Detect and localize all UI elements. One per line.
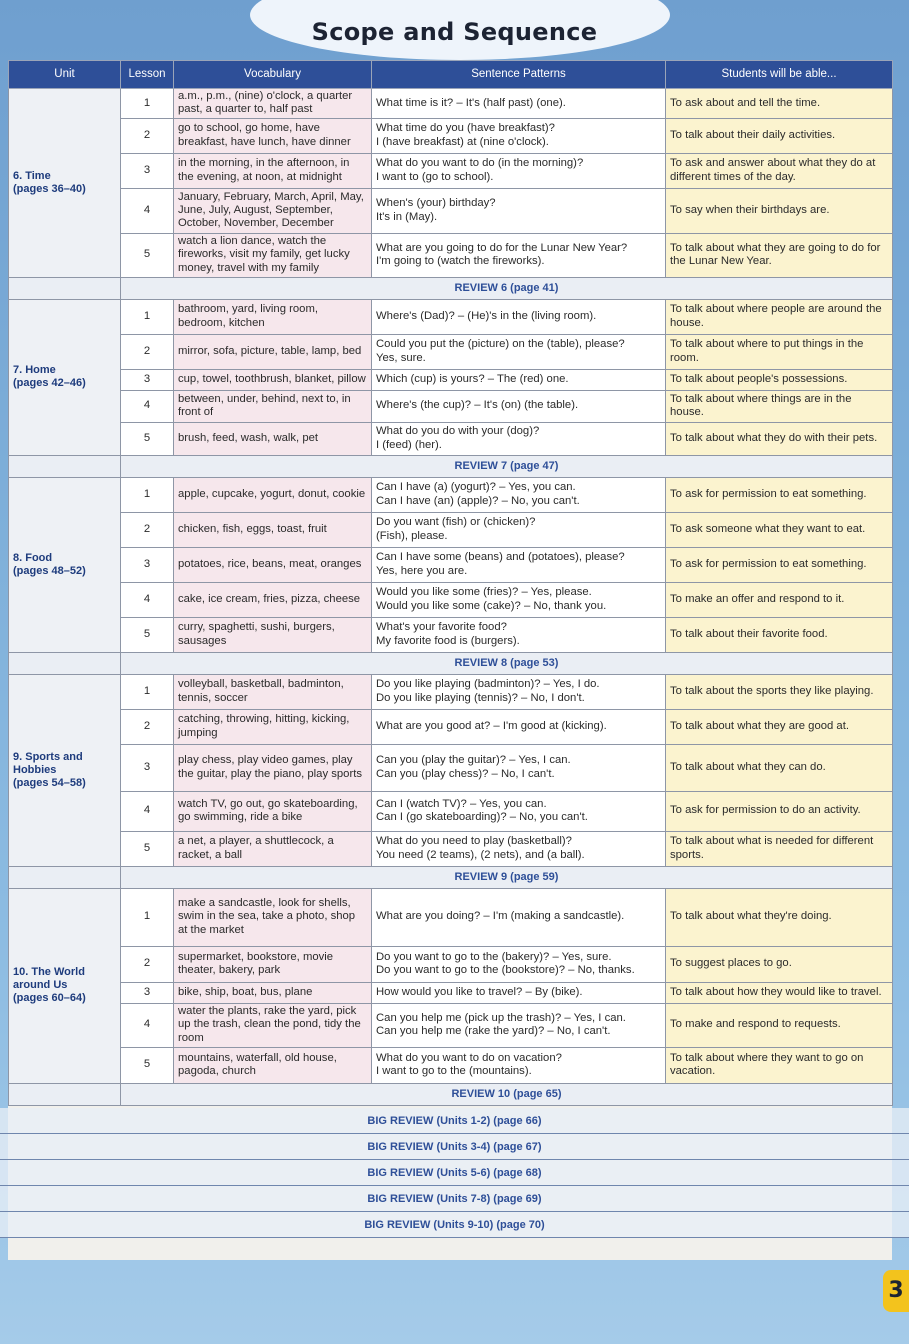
- sentence-pattern-cell: What time do you (have breakfast)? I (have breakfast) at (nine o'clock).: [372, 118, 666, 153]
- header-lesson: Lesson: [121, 61, 174, 89]
- sentence-pattern-cell: Can you (play the guitar)? – Yes, I can. Can you (play chess)? – No, I can't.: [372, 744, 666, 791]
- header-vocabulary: Vocabulary: [174, 61, 372, 89]
- review-row-spacer: [9, 652, 121, 674]
- vocabulary-cell: bathroom, yard, living room, bedroom, kitchen: [174, 299, 372, 334]
- unit-cell: [9, 299, 121, 455]
- lesson-number: 2: [121, 946, 174, 982]
- sentence-pattern-cell: How would you like to travel? – By (bike).: [372, 982, 666, 1003]
- table-row: [9, 233, 893, 277]
- lesson-number: 5: [121, 422, 174, 455]
- sentence-pattern-cell: What do you want to do on vacation? I want to go to the (mountains).: [372, 1047, 666, 1083]
- objective-cell: To talk about what they are going to do for the Lunar New Year.: [666, 233, 893, 277]
- objective-cell: To ask about and tell the time.: [666, 89, 893, 119]
- vocabulary-cell: cake, ice cream, fries, pizza, cheese: [174, 582, 372, 617]
- lesson-number: 4: [121, 390, 174, 422]
- sentence-pattern-cell: What are you doing? – I'm (making a sandcastle).: [372, 888, 666, 946]
- lesson-number: 1: [121, 674, 174, 709]
- unit-pages: (pages 36–40): [13, 182, 86, 195]
- sentence-pattern-cell: Would you like some (fries)? – Yes, please. Would you like some (cake)? – No, thank you.: [372, 582, 666, 617]
- big-review-row: [0, 1134, 909, 1160]
- table-row: [9, 674, 893, 709]
- unit-name: 10. The World around Us: [13, 966, 85, 992]
- vocabulary-cell: go to school, go home, have breakfast, have lunch, have dinner: [174, 118, 372, 153]
- table-header-row: [9, 61, 893, 89]
- objective-cell: To suggest places to go.: [666, 946, 893, 982]
- lesson-number: 3: [121, 369, 174, 390]
- vocabulary-cell: cup, towel, toothbrush, blanket, pillow: [174, 369, 372, 390]
- sentence-pattern-cell: When's (your) birthday? It's in (May).: [372, 188, 666, 233]
- header-unit: Unit: [9, 61, 121, 89]
- unit-name: 6. Time: [13, 169, 51, 182]
- sentence-pattern-cell: What are you good at? – I'm good at (kicking).: [372, 709, 666, 744]
- objective-cell: To talk about their daily activities.: [666, 118, 893, 153]
- review-row: [9, 652, 893, 674]
- sentence-pattern-cell: What do you need to play (basketball)? You need (2 teams), (2 nets), and (a ball).: [372, 831, 666, 866]
- vocabulary-cell: watch a lion dance, watch the fireworks, visit my family, get lucky money, travel with my family: [174, 233, 372, 277]
- vocabulary-cell: play chess, play video games, play the guitar, play the piano, play sports: [174, 744, 372, 791]
- review-row: [9, 866, 893, 888]
- lesson-number: 3: [121, 744, 174, 791]
- table-row: [9, 888, 893, 946]
- sentence-pattern-cell: Can I have (a) (yogurt)? – Yes, you can. Can I have (an) (apple)? – No, you can't.: [372, 477, 666, 512]
- objective-cell: To talk about what they are good at.: [666, 709, 893, 744]
- big-review-row: [0, 1108, 909, 1134]
- review-label: REVIEW 6 (page 41): [121, 277, 893, 299]
- sentence-pattern-cell: What are you going to do for the Lunar New Year? I'm going to (watch the fireworks).: [372, 233, 666, 277]
- table-row: [9, 582, 893, 617]
- review-row-spacer: [9, 1083, 121, 1105]
- objective-cell: To say when their birthdays are.: [666, 188, 893, 233]
- lesson-number: 4: [121, 582, 174, 617]
- big-review-row: [0, 1160, 909, 1186]
- sentence-pattern-cell: What do you do with your (dog)? I (feed) (her).: [372, 422, 666, 455]
- objective-cell: To ask for permission to eat something.: [666, 547, 893, 582]
- table-row: [9, 369, 893, 390]
- vocabulary-cell: potatoes, rice, beans, meat, oranges: [174, 547, 372, 582]
- table-row: [9, 390, 893, 422]
- header-students-will-be-able: Students will be able...: [666, 61, 893, 89]
- review-label: REVIEW 9 (page 59): [121, 866, 893, 888]
- table-row: [9, 1047, 893, 1083]
- objective-cell: To ask for permission to do an activity.: [666, 791, 893, 831]
- table-row: [9, 946, 893, 982]
- sentence-pattern-cell: Can you help me (pick up the trash)? – Yes, I can. Can you help me (rake the yard)? – No, I can't.: [372, 1003, 666, 1047]
- lesson-number: 1: [121, 888, 174, 946]
- table-body: [9, 89, 893, 1106]
- objective-cell: To talk about their favorite food.: [666, 617, 893, 652]
- unit-pages: (pages 60–64): [13, 992, 86, 1005]
- objective-cell: To talk about people's possessions.: [666, 369, 893, 390]
- objective-cell: To talk about how they would like to travel.: [666, 982, 893, 1003]
- big-review-table: [0, 1108, 909, 1238]
- review-row: [9, 1083, 893, 1105]
- header-sentence-patterns: Sentence Patterns: [372, 61, 666, 89]
- unit-pages: (pages 48–52): [13, 564, 86, 577]
- lesson-number: 4: [121, 791, 174, 831]
- big-review-label: BIG REVIEW (Units 9-10) (page 70): [0, 1212, 909, 1238]
- page-number-badge: 3: [883, 1270, 909, 1312]
- table-row: [9, 422, 893, 455]
- big-review-label: BIG REVIEW (Units 7-8) (page 69): [0, 1186, 909, 1212]
- vocabulary-cell: supermarket, bookstore, movie theater, bakery, park: [174, 946, 372, 982]
- table-row: [9, 831, 893, 866]
- objective-cell: To ask and answer about what they do at different times of the day.: [666, 153, 893, 188]
- sentence-pattern-cell: What time is it? – It's (half past) (one).: [372, 89, 666, 119]
- vocabulary-cell: water the plants, rake the yard, pick up the trash, clean the pond, tidy the room: [174, 1003, 372, 1047]
- table-row: [9, 299, 893, 334]
- page-title: Scope and Sequence: [311, 18, 598, 46]
- table-row: [9, 709, 893, 744]
- vocabulary-cell: mirror, sofa, picture, table, lamp, bed: [174, 334, 372, 369]
- table-row: [9, 791, 893, 831]
- unit-pages: (pages 54–58): [13, 776, 86, 789]
- table-row: [9, 547, 893, 582]
- big-review-row: [0, 1186, 909, 1212]
- lesson-number: 2: [121, 709, 174, 744]
- unit-name: 9. Sports and Hobbies: [13, 750, 83, 776]
- lesson-number: 5: [121, 831, 174, 866]
- vocabulary-cell: in the morning, in the afternoon, in the evening, at noon, at midnight: [174, 153, 372, 188]
- vocabulary-cell: bike, ship, boat, bus, plane: [174, 982, 372, 1003]
- sentence-pattern-cell: Do you like playing (badminton)? – Yes, I do. Do you like playing (tennis)? – No, I don't.: [372, 674, 666, 709]
- lesson-number: 1: [121, 299, 174, 334]
- objective-cell: To make an offer and respond to it.: [666, 582, 893, 617]
- big-review-label: BIG REVIEW (Units 1-2) (page 66): [0, 1108, 909, 1134]
- table-row: [9, 334, 893, 369]
- table-row: [9, 153, 893, 188]
- sentence-pattern-cell: Where's (Dad)? – (He)'s in the (living room).: [372, 299, 666, 334]
- unit-cell: [9, 888, 121, 1083]
- lesson-number: 1: [121, 89, 174, 119]
- vocabulary-cell: volleyball, basketball, badminton, tennis, soccer: [174, 674, 372, 709]
- objective-cell: To talk about the sports they like playing.: [666, 674, 893, 709]
- table-row: [9, 512, 893, 547]
- sentence-pattern-cell: Could you put the (picture) on the (table), please? Yes, sure.: [372, 334, 666, 369]
- review-row-spacer: [9, 277, 121, 299]
- objective-cell: To talk about where they want to go on vacation.: [666, 1047, 893, 1083]
- scope-sequence-table: [8, 60, 893, 1106]
- unit-cell: [9, 674, 121, 866]
- vocabulary-cell: make a sandcastle, look for shells, swim in the sea, take a photo, shop at the market: [174, 888, 372, 946]
- vocabulary-cell: a net, a player, a shuttlecock, a racket, a ball: [174, 831, 372, 866]
- big-review-body: [0, 1108, 909, 1238]
- table-row: [9, 118, 893, 153]
- review-row-spacer: [9, 866, 121, 888]
- sentence-pattern-cell: What's your favorite food? My favorite food is (burgers).: [372, 617, 666, 652]
- vocabulary-cell: catching, throwing, hitting, kicking, jumping: [174, 709, 372, 744]
- sentence-pattern-cell: Can I have some (beans) and (potatoes), please? Yes, here you are.: [372, 547, 666, 582]
- sentence-pattern-cell: Can I (watch TV)? – Yes, you can. Can I (go skateboarding)? – No, you can't.: [372, 791, 666, 831]
- review-row: [9, 455, 893, 477]
- lesson-number: 3: [121, 982, 174, 1003]
- review-row: [9, 277, 893, 299]
- vocabulary-cell: watch TV, go out, go skateboarding, go swimming, ride a bike: [174, 791, 372, 831]
- sentence-pattern-cell: Do you want to go to the (bakery)? – Yes, sure. Do you want to go to the (bookstore)? – No, thanks.: [372, 946, 666, 982]
- unit-name: 8. Food: [13, 551, 53, 564]
- unit-pages: (pages 42–46): [13, 377, 86, 390]
- objective-cell: To talk about what they can do.: [666, 744, 893, 791]
- unit-cell: [9, 89, 121, 278]
- objective-cell: To talk about what is needed for different sports.: [666, 831, 893, 866]
- review-label: REVIEW 10 (page 65): [121, 1083, 893, 1105]
- vocabulary-cell: curry, spaghetti, sushi, burgers, sausages: [174, 617, 372, 652]
- vocabulary-cell: between, under, behind, next to, in front of: [174, 390, 372, 422]
- big-review-row: [0, 1212, 909, 1238]
- objective-cell: To talk about where to put things in the room.: [666, 334, 893, 369]
- objective-cell: To ask for permission to eat something.: [666, 477, 893, 512]
- lesson-number: 2: [121, 334, 174, 369]
- objective-cell: To talk about what they're doing.: [666, 888, 893, 946]
- table-row: [9, 188, 893, 233]
- review-row-spacer: [9, 455, 121, 477]
- vocabulary-cell: chicken, fish, eggs, toast, fruit: [174, 512, 372, 547]
- sentence-pattern-cell: Which (cup) is yours? – The (red) one.: [372, 369, 666, 390]
- vocabulary-cell: a.m., p.m., (nine) o'clock, a quarter past, a quarter to, half past: [174, 89, 372, 119]
- lesson-number: 2: [121, 118, 174, 153]
- vocabulary-cell: mountains, waterfall, old house, pagoda, church: [174, 1047, 372, 1083]
- lesson-number: 3: [121, 547, 174, 582]
- table-row: [9, 89, 893, 119]
- lesson-number: 5: [121, 233, 174, 277]
- lesson-number: 4: [121, 188, 174, 233]
- table-row: [9, 1003, 893, 1047]
- big-review-label: BIG REVIEW (Units 5-6) (page 68): [0, 1160, 909, 1186]
- lesson-number: 5: [121, 1047, 174, 1083]
- objective-cell: To talk about where things are in the house.: [666, 390, 893, 422]
- review-label: REVIEW 8 (page 53): [121, 652, 893, 674]
- vocabulary-cell: January, February, March, April, May, June, July, August, September, October, November, December: [174, 188, 372, 233]
- objective-cell: To ask someone what they want to eat.: [666, 512, 893, 547]
- big-review-label: BIG REVIEW (Units 3-4) (page 67): [0, 1134, 909, 1160]
- objective-cell: To talk about what they do with their pets.: [666, 422, 893, 455]
- objective-cell: To make and respond to requests.: [666, 1003, 893, 1047]
- lesson-number: 3: [121, 153, 174, 188]
- lesson-number: 1: [121, 477, 174, 512]
- lesson-number: 4: [121, 1003, 174, 1047]
- table-row: [9, 617, 893, 652]
- vocabulary-cell: apple, cupcake, yogurt, donut, cookie: [174, 477, 372, 512]
- lesson-number: 5: [121, 617, 174, 652]
- sentence-pattern-cell: What do you want to do (in the morning)? I want to (go to school).: [372, 153, 666, 188]
- table-row: [9, 744, 893, 791]
- review-label: REVIEW 7 (page 47): [121, 455, 893, 477]
- vocabulary-cell: brush, feed, wash, walk, pet: [174, 422, 372, 455]
- lesson-number: 2: [121, 512, 174, 547]
- table-row: [9, 477, 893, 512]
- table-row: [9, 982, 893, 1003]
- objective-cell: To talk about where people are around the house.: [666, 299, 893, 334]
- unit-cell: [9, 477, 121, 652]
- sentence-pattern-cell: Where's (the cup)? – It's (on) (the table).: [372, 390, 666, 422]
- sentence-pattern-cell: Do you want (fish) or (chicken)? (Fish), please.: [372, 512, 666, 547]
- unit-name: 7. Home: [13, 364, 56, 377]
